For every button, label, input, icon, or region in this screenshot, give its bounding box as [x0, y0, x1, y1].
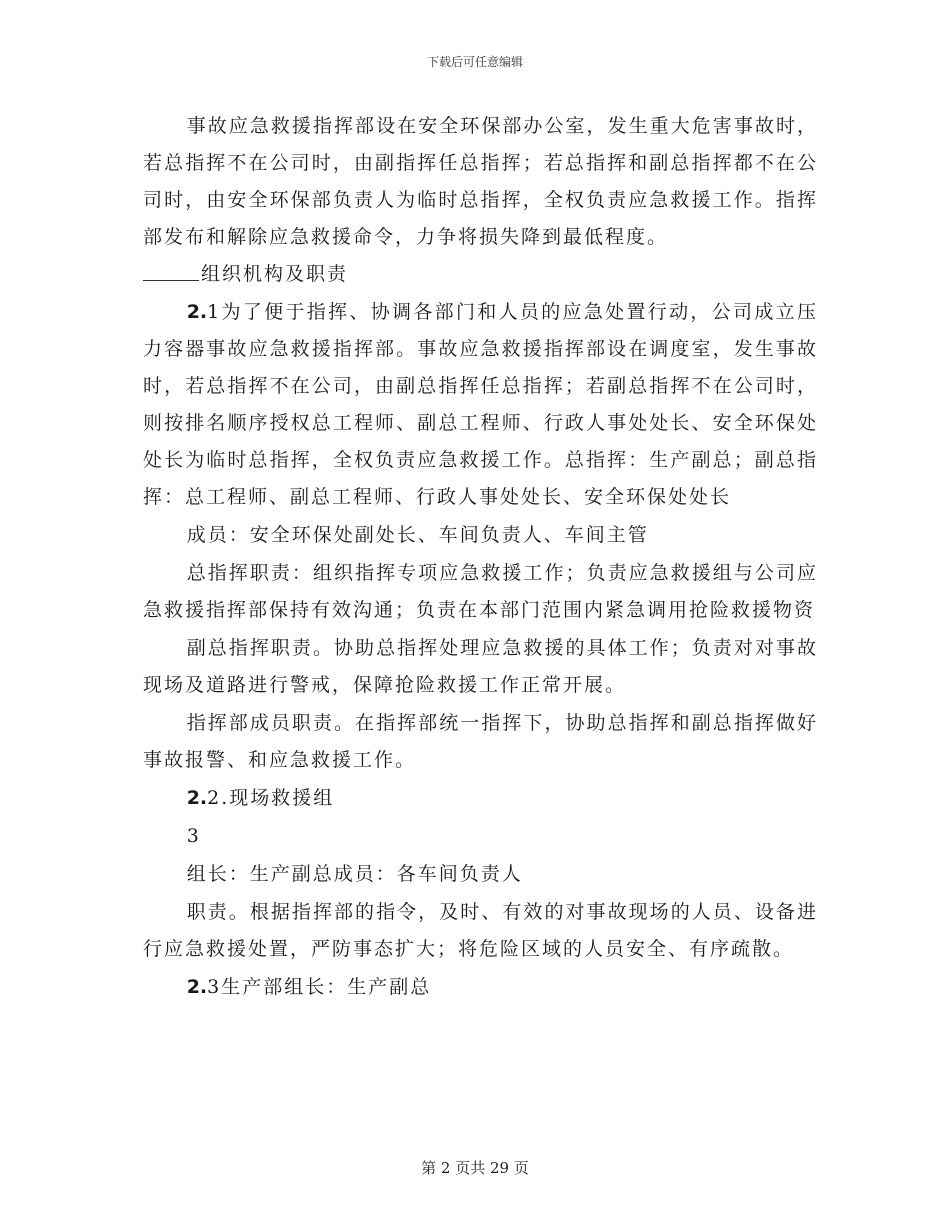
- paragraph-rescue-duties: 职责。根据指挥部的指令，及时、有效的对事故现场的人员、设备进行应急救援处置，严防事态扩大；将危险区域的人员安全、有序疏散。: [143, 901, 818, 960]
- heading-text: 组织机构及职责: [201, 263, 349, 285]
- paragraph-command-location: 事故应急救援指挥部设在安全环保部办公室，发生重大危害事故时，若总指挥不在公司时，由副指挥任总指挥；若总指挥和副总指挥都不在公司时，由安全环保部负责人为临时总指挥，全权负责应急救援工作。指挥部发布和解除应急救援命令，力争将损失降到最低程度。: [143, 115, 818, 248]
- section-heading-organization: [143, 256, 818, 293]
- document-body: [143, 108, 818, 1006]
- blank-underline: [143, 262, 199, 281]
- paragraph-2-2: [143, 780, 818, 817]
- paragraph-member-duties: 指挥部成员职责。在指挥部统一指挥下，协助总指挥和副总指挥做好事故报警、和应急救援工作。: [143, 712, 818, 771]
- paragraph-commander-duties: 总指挥职责：组织指挥专项应急救援工作；负责应急救援组与公司应急救援指挥部保持有效沟通；负责在本部门范围内紧急调用抢险救援物资: [143, 562, 818, 621]
- paragraph-rescue-leader: 组长：生产副总成员：各车间负责人: [186, 863, 523, 885]
- section-number: 2.: [186, 976, 208, 998]
- paragraph-text: 1为了便于指挥、协调各部门和人员的应急处置行动，公司成立压力容器事故应急救援指挥部。事故应急救援指挥部设在调度室，发生事故时，若总指挥不在公司，由副总指挥任总指挥；若副总指挥不在公司时，则按排名顺序授权总工程师、副总工程师、行政人事处处长、安全环保处处长为临时总指挥，全权负责应急救援工作。总指挥：生产副总；副总指挥：总工程师、副总工程师、行政人事处处长、安全环保处处长: [143, 301, 818, 508]
- paragraph-text: 2.现场救援组: [207, 787, 335, 809]
- section-number: 2.: [186, 301, 208, 323]
- paragraph-2-1: [143, 294, 818, 516]
- paragraph-text: 3生产部组长：生产副总: [207, 976, 432, 998]
- paragraph-members: 成员：安全环保处副处长、车间负责人、车间主管: [186, 524, 649, 546]
- paragraph-2-3: [143, 969, 818, 1006]
- section-number: 2.: [186, 787, 208, 809]
- paragraph-deputy-duties: 副总指挥职责。协助总指挥处理应急救援的具体工作；负责对对事故现场及道路进行警戒，保障抢险救援工作正常开展。: [143, 637, 818, 696]
- page-footer: 第 2 页共 29 页: [421, 1159, 529, 1177]
- page-header: 下载后可任意编辑: [426, 55, 523, 69]
- paragraph-number-3: 3: [186, 825, 201, 847]
